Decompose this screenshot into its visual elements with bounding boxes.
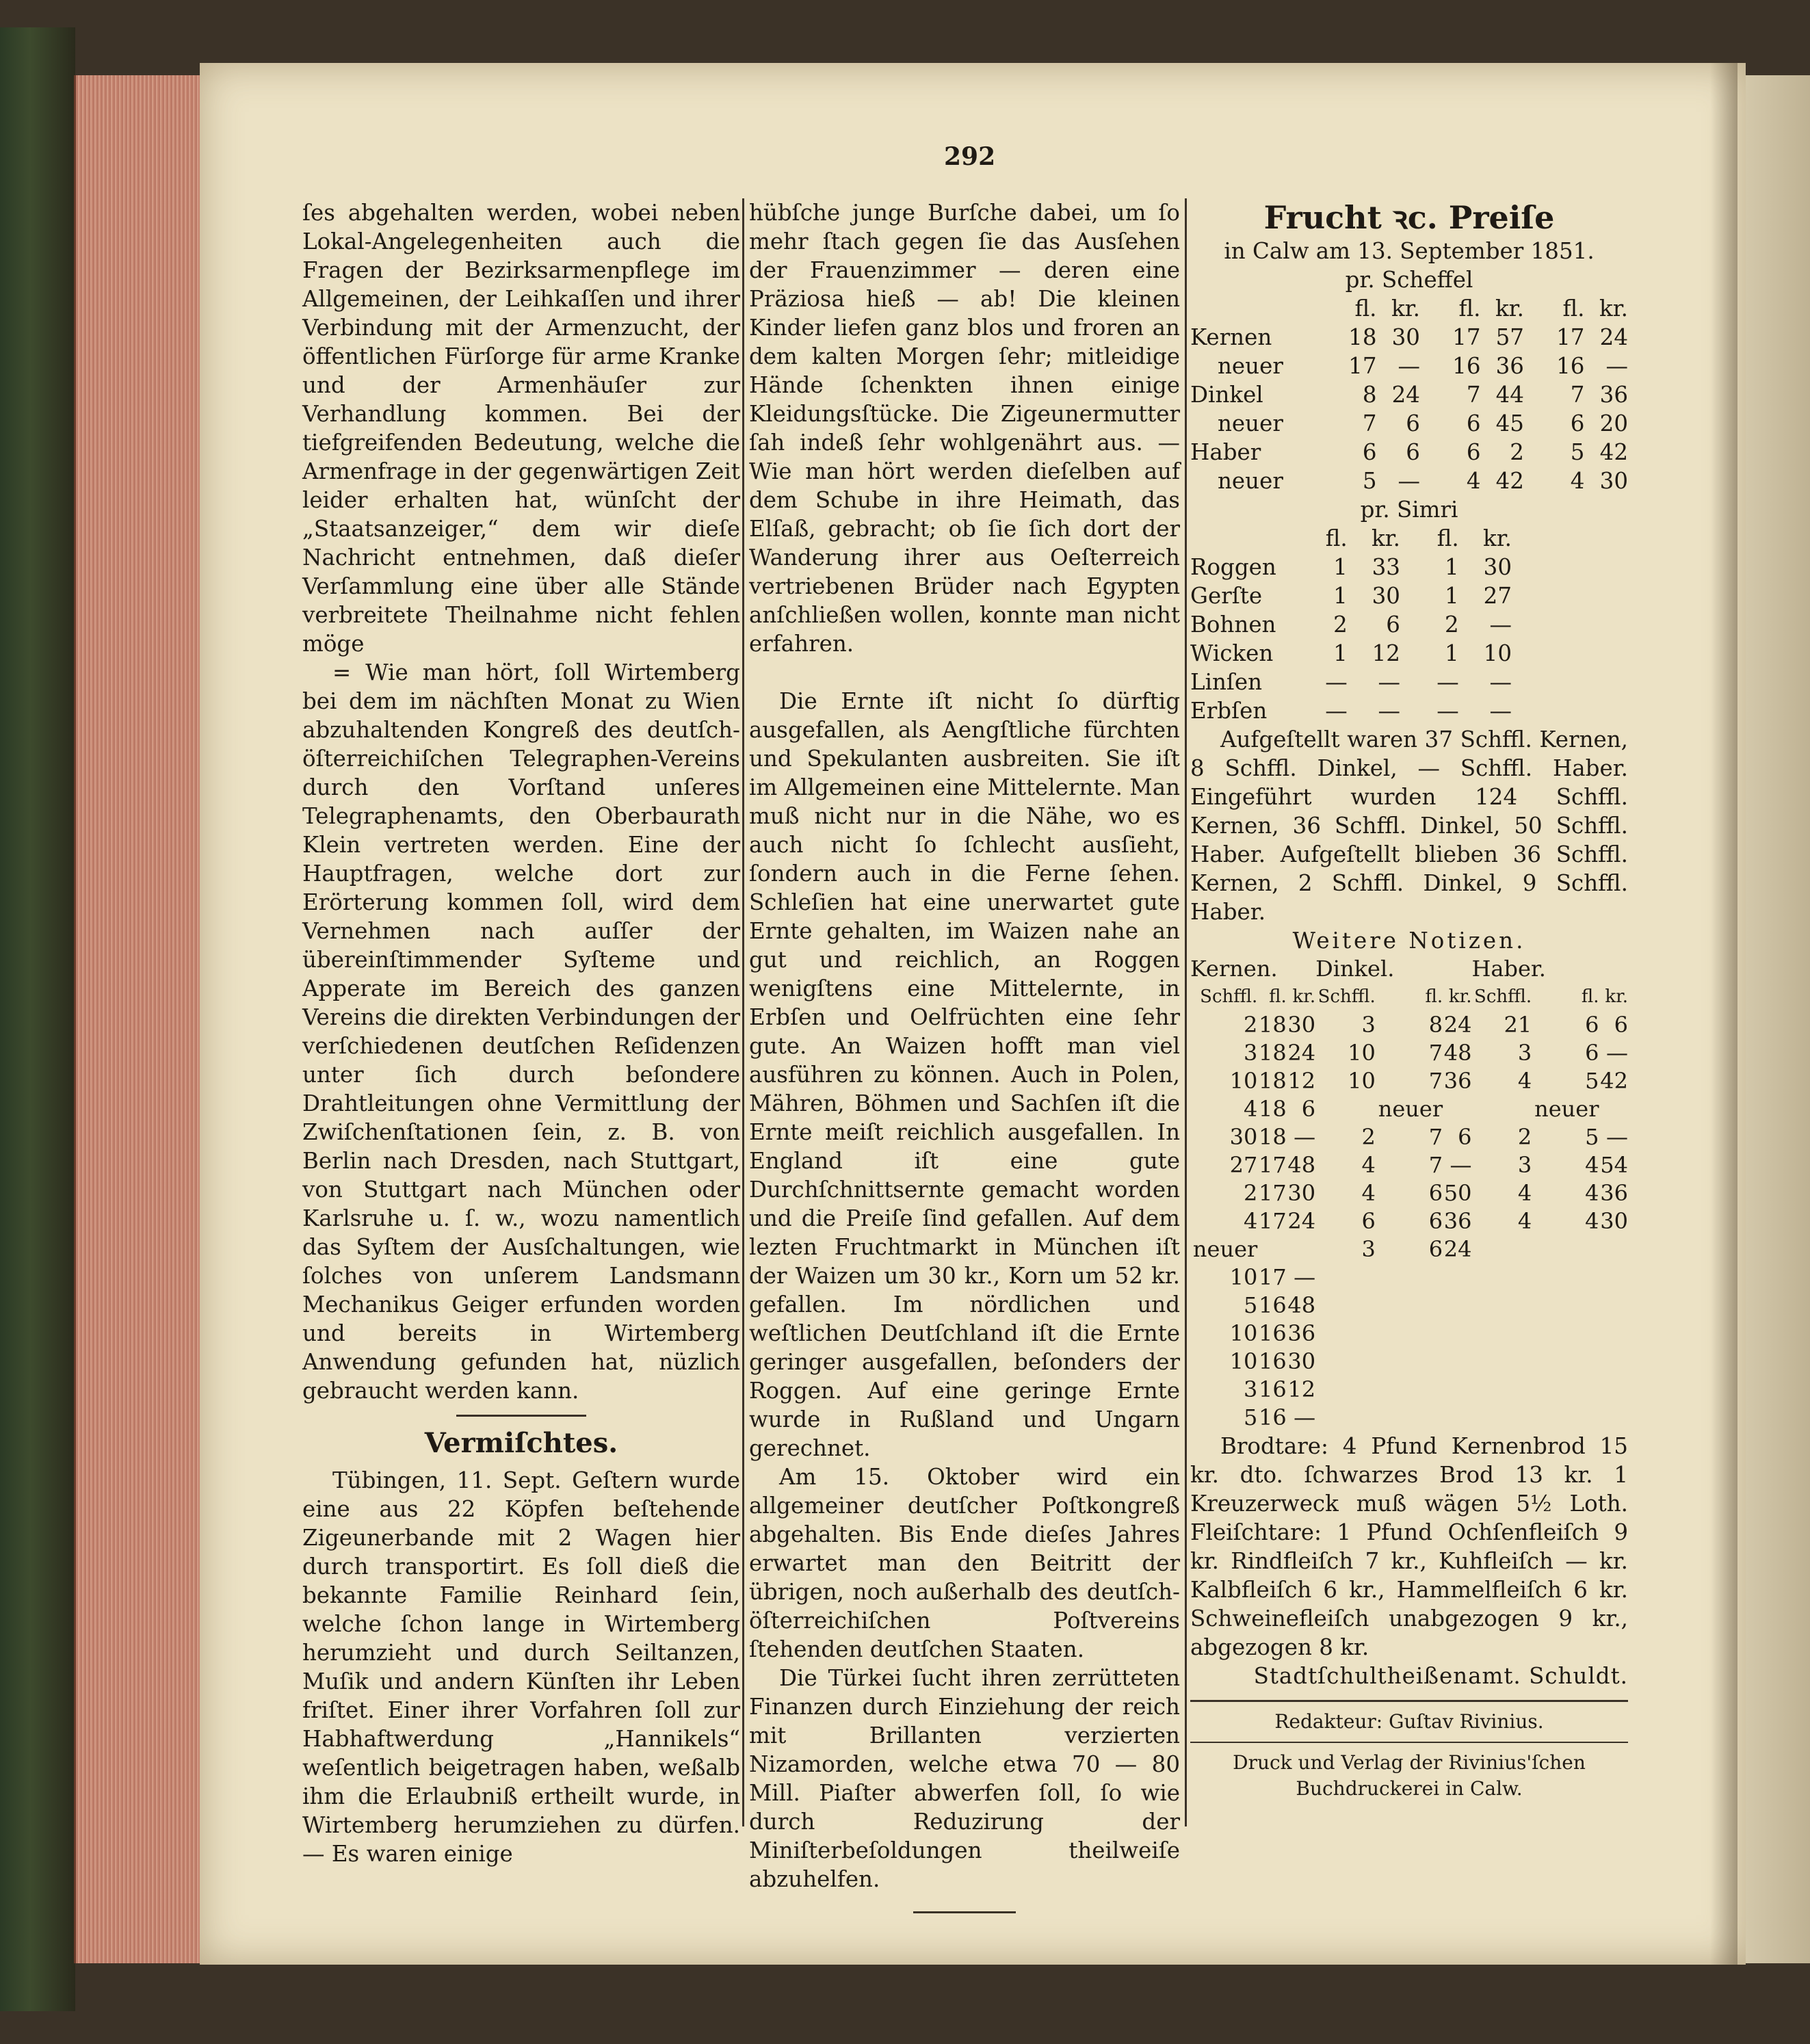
paragraph-zigeuner-cont: hübſche junge Burſche dabei, um ſo mehr ſtach gegen ſie das Ausſehen der Frauenzimmer — deren eine Präziosa hieß — ab! Die kleinen Kinder liefen ganz blos und froren an dem kalten Morgen ſehr; mitleidige Hände ſchenkten ihnen einige Kleidungsſtücke. Die Zigeunermutter ſah indeß ſehr wohlgenährt aus. — Wie man hört werden dieſelben auf dem Schube in ihre Heimath, das Elſaß, gebracht; ob ſie ſich dort der Wanderung ihrer aus Oeſterreich vertriebenen Brüder nach Egypten anſchließen wollen, konnte man nicht erfahren. [749, 200, 1180, 657]
header-kr: kr. [1391, 296, 1420, 322]
table-row: 5 16 — [1243, 1404, 1316, 1430]
table-row: Erbſen — — — — [1190, 698, 1512, 724]
table-row: Bohnen 2 6 2 — [1190, 612, 1512, 638]
paragraph-ernte: Die Ernte iſt nicht ſo dürftig ausgefallen, als Aengſtliche fürchten und Spekulanten ausbreiten. Sie iſt im Allgemeinen eine Mittelernte. Man muß nicht nur in die Nähe, wo es auch nicht ſo ſchlecht ausſieht, ſondern auch in die Ferne ſehen. Schleſien hat eine unerwartet gute Ernte gehalten, im Waizen nahe an gut und reichlich, an Roggen wenigſtens eine Mittelernte, in Erbſen und Oelfrüchten eine ſehr gute. An Waizen hofft man viel ausführen zu können. Auch in Polen, Mähren, Böhmen und Sachſen iſt die Ernte meiſt reichlich ausgefallen. In England iſt eine gute Durchſchnittsernte gemacht worden und die Preiſe ſind gefallen. Auf dem lezten Fruchtmarkt in München iſt der Waizen um 30 kr., Korn um 52 kr. gefallen. Im nördlichen und weſtlichen Deutſchland iſt die Ernte geringer ausgefallen, beſonders der Roggen. Auf eine geringe Ernte wurde in Rußland und Ungarn gerechnet. [749, 688, 1180, 1461]
paragraph-armenpflege: ſes abgehalten werden, wobei neben Lokal-Angelegenheiten auch die Fragen der Bezirksarmenpflege im Allgemeinen, der Leihkaſſen und ihrer Verbindung mit der Armenzucht, der öffentlichen Fürſorge für arme Kranke und der Armenhäuſer zur Verhandlung kommen. Bei der tiefgreifenden Bedeutung, welche die Armenfrage in der gegenwärtigen Zeit leider erhalten hat, wünſcht der „Staatsanzeiger,“ dem wir dieſe Nachricht entnehmen, daß dieſer Verſammlung eine über alle Stände verbreitete Theilnahme nicht fehlen möge [302, 200, 740, 657]
table-row: neuer 7 6 6 45 6 20 [1218, 410, 1628, 436]
paragraph-telegraphen: = Wie man hört, ſoll Wirtemberg bei dem im nächſten Monat zu Wien abzuhaltenden Kongreß des deutſch-öſterreichiſchen Telegraphen-Vereins durch den Vorſtand unſeres Telegraphenamts, den Oberbaurath Klein vertreten werden. Eine der Hauptfragen, welche dort zur Erörterung kommen ſoll, wird dem Vernehmen nach auſſer der übereinſtimmender Syſteme und Apperate im Bereich des ganzen Vereins die direkten Verbindungen der verſchiedenen deutſchen Reſidenzen unter ſich durch beſondere Drahtleitungen ohne Vermittlung der Zwiſchenſtationen ſein, z. B. von Berlin nach Dresden, nach Stuttgart, von Stuttgart nach München oder Karlsruhe u. ſ. w., wozu namentlich das Syſtem der Ausſchaltungen, wie ſolches von unſerem Landsmann Mechanikus Geiger erfunden worden und bereits in Wirtemberg Anwendung gefunden hat, nüzlich gebraucht werden kann. [302, 659, 740, 1404]
column-rule-2 [1185, 198, 1187, 1826]
notes-header-row: Schffl. fl. kr. Schffl. fl. kr. Schffl. fl. kr. [1200, 986, 1628, 1007]
unit-scheffel: pr. Scheffel [1345, 267, 1473, 293]
unit-simri: pr. Simri [1360, 497, 1458, 523]
table-row: neuer 5 — 4 42 4 30 [1218, 468, 1628, 494]
header-fl: fl. [1354, 296, 1377, 322]
table-row: 3 18 24 10 7 48 3 6 — [1243, 1040, 1628, 1066]
simri-price-table [1190, 524, 1512, 725]
notes-heading: Weitere Notizen. [1292, 928, 1526, 954]
table-row: 30 18 — 2 7 6 2 5 — [1229, 1124, 1628, 1150]
column-rule-1 [742, 198, 744, 1826]
table-header-row [1190, 294, 1628, 323]
table-row: Gerſte 1 30 1 27 [1190, 583, 1512, 609]
table-row: 27 17 48 4 7 — 3 4 54 [1229, 1152, 1628, 1178]
header-kr: kr. [1495, 296, 1524, 322]
footer-divider [1190, 1742, 1628, 1743]
table-row: 3 16 12 [1243, 1376, 1316, 1402]
table-row: Linſen — — — — [1190, 669, 1512, 695]
supply-paragraph: Aufgeſtellt waren 37 Schffl. Kernen, 8 Schffl. Dinkel, — Schffl. Haber. Eingeführt wurden 124 Schffl. Kernen, 36 Schffl. Dinkel, 50 Schffl. Haber. Aufgeſtellt blieben 36 Schffl. Kernen, 2 Schffl. Dinkel, 9 Schffl. Haber. [1190, 726, 1628, 925]
header-fl: fl. [1458, 296, 1481, 322]
table-row: 5 16 48 [1243, 1292, 1316, 1318]
table-row: Haber 6 6 6 2 5 42 [1190, 439, 1628, 465]
table-row: 4 17 24 6 6 36 4 4 30 [1243, 1208, 1628, 1234]
signature: Stadtſchultheißenamt. Schuldt. [1253, 1663, 1628, 1689]
notes-group-row: Kernen. Dinkel. Haber. [1190, 956, 1546, 982]
prices-subtitle: in Calw am 13. September 1851. [1224, 238, 1595, 264]
section-divider [913, 1911, 1016, 1913]
editor-line: Redakteur: Guſtav Rivinius. [1274, 1710, 1544, 1733]
page-number: 292 [944, 142, 996, 171]
table-row: neuer 17 — 16 36 16 — [1218, 353, 1628, 379]
paragraph-postkongress: Am 15. Oktober wird ein allgemeiner deutſcher Poſtkongreß abgehalten. Bis Ende dieſes Jahres erwartet man den Beitritt der übrigen, noch außerhalb des deutſch-öſterreichiſchen Poſtvereins ſtehenden deutſchen Staaten. [749, 1464, 1180, 1662]
section-divider [456, 1415, 586, 1417]
printer-line: Druck und Verlag der Rivinius'ſchen Buchdruckerei in Calw. [1233, 1751, 1586, 1800]
section-heading-vermischtes: Vermiſchtes. [424, 1427, 618, 1459]
paragraph-tuerkei: Die Türkei ſucht ihren zerrütteten Finanzen durch Einziehung der reich mit Brillanten verzierten Nizamorden, welche etwa 70 — 80 Mill. Piaſter abwerfen ſoll, ſo wie durch Reduzirung der Miniſterbeſoldungen theilweiſe abzuhelfen. [749, 1665, 1180, 1892]
table-row: 10 16 36 [1229, 1320, 1316, 1346]
table-row: 2 17 30 4 6 50 4 4 36 [1243, 1180, 1628, 1206]
prices-title: Frucht ꝛc. Preiſe [1263, 199, 1555, 236]
table-row: 4 18 6 neuer neuer [1243, 1096, 1599, 1122]
table-row: Dinkel 8 24 7 44 7 36 [1190, 382, 1628, 408]
column-3-prices [1190, 198, 1628, 1802]
footer-divider [1190, 1700, 1628, 1702]
header-kr: kr. [1599, 296, 1628, 322]
notes-table [1190, 955, 1628, 1432]
table-header-row: fl. kr. fl. kr. [1325, 525, 1512, 551]
page-gutter-shadow [1710, 63, 1737, 1965]
table-row: 10 18 12 10 7 36 4 5 42 [1229, 1068, 1628, 1094]
table-row: 10 16 30 [1229, 1348, 1316, 1374]
column-1 [302, 198, 740, 1868]
table-row: neuer 3 6 24 [1192, 1236, 1472, 1262]
bread-meat-tariff: Brodtare: 4 Pfund Kernenbrod 15 kr. dto. ſchwarzes Brod 13 kr. 1 Kreuzerweck muß wägen 5½ Loth. Fleiſchtare: 1 Pfund Ochſenfleiſch 9 kr. Rindfleiſch 7 kr., Kuhfleiſch — kr. Kalbfleiſch 6 kr., Hammelfleiſch 6 kr. Schweinefleiſch unabgezogen 9 kr., abgezogen 8 kr. [1190, 1433, 1628, 1660]
table-row: 10 17 — [1229, 1264, 1316, 1290]
book-cover-edge [0, 27, 75, 2011]
table-row: Roggen 1 33 1 30 [1190, 554, 1512, 580]
table-row: Wicken 1 12 1 10 [1190, 640, 1512, 666]
table-row: Kernen 18 30 17 57 17 24 [1190, 324, 1628, 350]
header-fl: fl. [1562, 296, 1585, 322]
scheffel-price-table [1190, 294, 1628, 495]
page-edges [74, 75, 206, 1963]
paragraph-tuebingen: Tübingen, 11. Sept. Geſtern wurde eine aus 22 Köpfen beſtehende Zigeunerbande mit 2 Wagen hier durch transportirt. Es ſoll dieß die bekannte Familie Reinhard ſein, welche ſchon lange in Wirtemberg herumzieht und durch Seiltanzen, Muſik und andern Künſten ihr Leben friſtet. Einer ihrer Vorfahren ſoll zur Habhaftwerdung „Hannikels“ weſentlich beigetragen haben, weßalb ihm die Erlaubniß ertheilt wurde, in Wirtemberg herumziehen zu dürfen. — Es waren einige [302, 1467, 740, 1867]
column-2 [749, 198, 1180, 1913]
table-row: 2 18 30 3 8 24 21 6 6 [1243, 1012, 1628, 1038]
